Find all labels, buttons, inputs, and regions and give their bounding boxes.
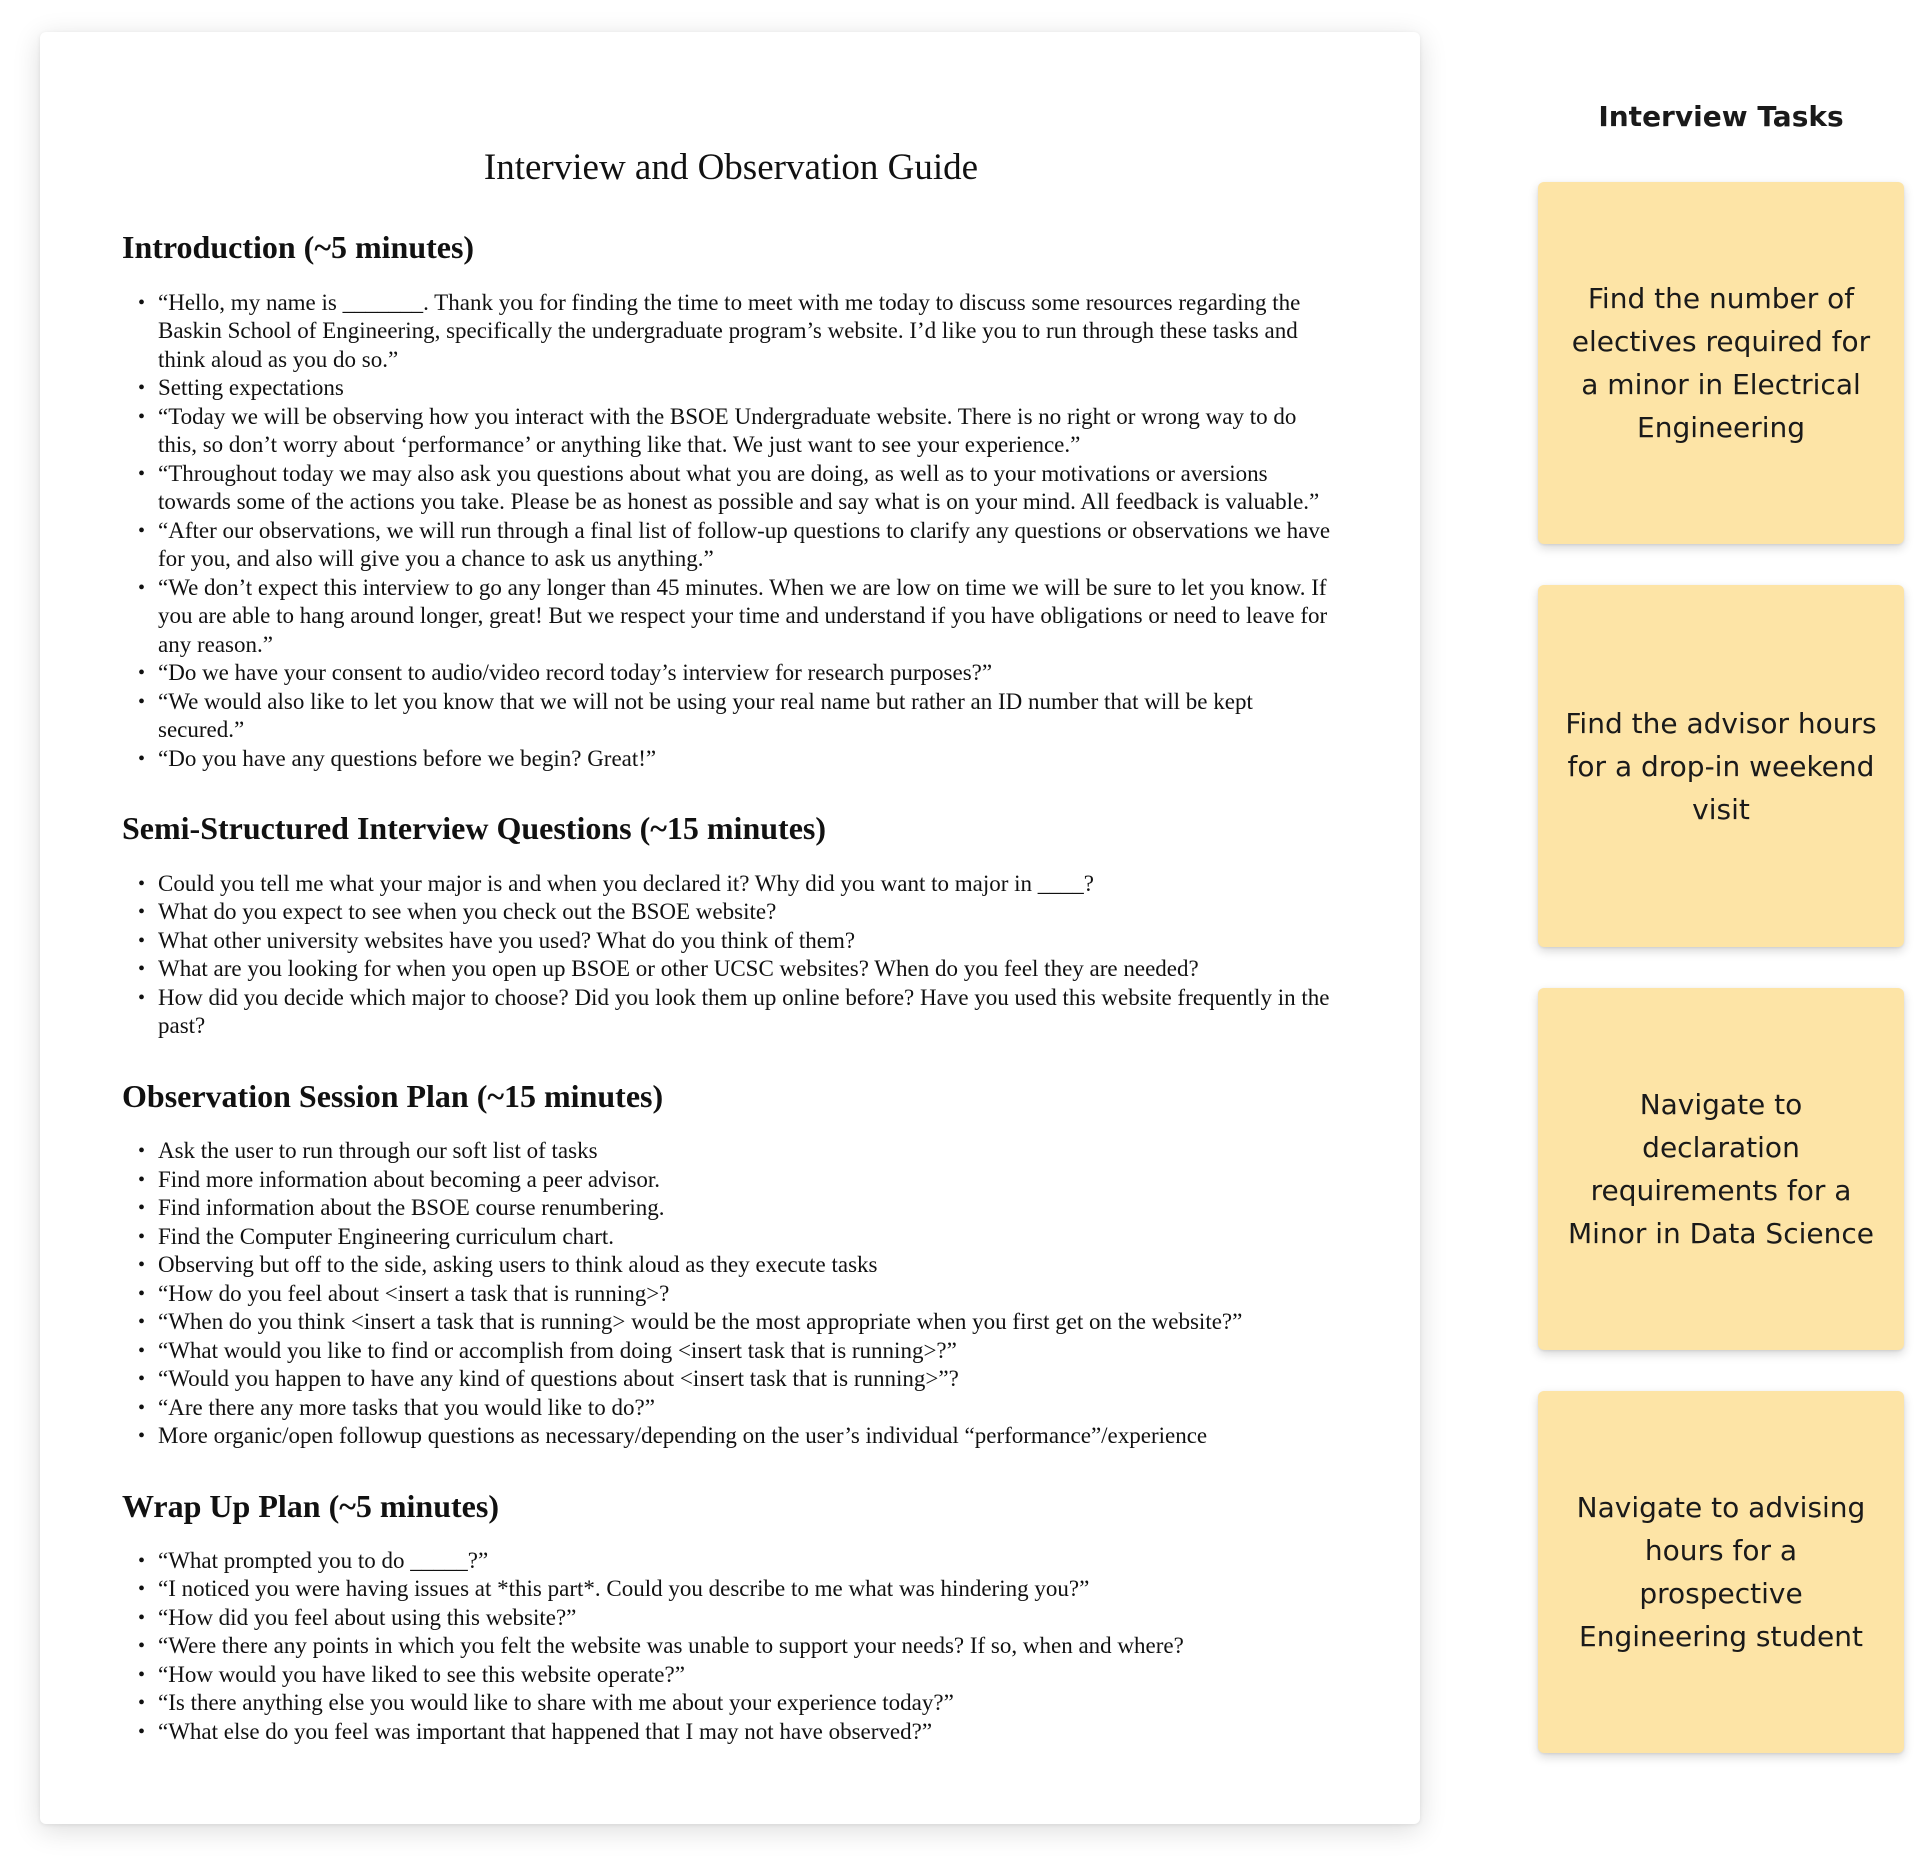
task-card-text: Navigate to advising hours for a prospective Engineering student — [1576, 1491, 1866, 1653]
list-item: • “After our observations, we will run through a final list of follow-up questions to clarify any questions or observations we have for you, and also will give you a chance to ask us anything.” — [122, 517, 1340, 574]
list-item: • “How did you feel about using this website?” — [122, 1604, 1340, 1633]
section-interview-questions — [122, 809, 1340, 1040]
task-card — [1538, 1391, 1904, 1753]
list-item: • “I noticed you were having issues at *this part*. Could you describe to me what was hindering you?” — [122, 1575, 1340, 1604]
section-introduction — [122, 228, 1340, 773]
bullet-list — [122, 870, 1340, 1041]
list-item: • “What else do you feel was important that happened that I may not have observed?” — [122, 1718, 1340, 1747]
list-item: • “Today we will be observing how you interact with the BSOE Undergraduate website. There is no right or wrong way to do this, so don’t worry about ‘performance’ or anything like that. We just want to see your experience.” — [122, 403, 1340, 460]
task-card — [1538, 585, 1904, 947]
list-item: • Ask the user to run through our soft list of tasks — [122, 1137, 1340, 1166]
list-item: • “What would you like to find or accomplish from doing <insert task that is running>?” — [122, 1337, 1340, 1366]
bullet-list — [122, 289, 1340, 774]
task-card — [1538, 182, 1904, 544]
list-item: • Find more information about becoming a peer advisor. — [122, 1166, 1340, 1195]
section-wrap-up — [122, 1487, 1340, 1747]
task-card-text: Find the number of electives required for a minor in Electrical Engineering — [1571, 282, 1871, 444]
task-card-text: Navigate to declaration requirements for a Minor in Data Science — [1568, 1088, 1874, 1250]
list-item: • “Are there any more tasks that you would like to do?” — [122, 1394, 1340, 1423]
list-item: • “Do you have any questions before we begin? Great!” — [122, 745, 1340, 774]
list-item: • “When do you think <insert a task that is running> would be the most appropriate when you first get on the website?” — [122, 1308, 1340, 1337]
list-item: • Find information about the BSOE course renumbering. — [122, 1194, 1340, 1223]
section-heading: Observation Session Plan (~15 minutes) — [122, 1077, 664, 1114]
section-heading: Introduction (~5 minutes) — [122, 229, 475, 266]
list-item: • “Hello, my name is _______. Thank you for finding the time to meet with me today to discuss some resources regarding the Baskin School of Engineering, specifically the undergraduate program’s website. I’d like you to run through these tasks and think aloud as you do so.” — [122, 289, 1340, 375]
list-item: • “How would you have liked to see this website operate?” — [122, 1661, 1340, 1690]
list-item: • Could you tell me what your major is and when you declared it? Why did you want to major in ____? — [122, 870, 1340, 899]
interview-tasks-title: Interview Tasks — [1598, 100, 1844, 133]
document-title: Interview and Observation Guide — [483, 147, 979, 188]
list-item: • “How do you feel about <insert a task that is running>? — [122, 1280, 1340, 1309]
list-item: • What are you looking for when you open up BSOE or other UCSC websites? When do you feel they are needed? — [122, 955, 1340, 984]
list-item: • “We don’t expect this interview to go any longer than 45 minutes. When we are low on time we will be sure to let you know. If you are able to hang around longer, great! But we respect your time and understand if you have obligations or need to leave for any reason.” — [122, 574, 1340, 660]
task-card-text: Find the advisor hours for a drop-in weekend visit — [1565, 706, 1877, 826]
list-item: • “We would also like to let you know that we will not be using your real name but rather an ID number that will be kept secured.” — [122, 688, 1340, 745]
bullet-list — [122, 1137, 1340, 1451]
section-heading: Wrap Up Plan (~5 minutes) — [122, 1487, 499, 1524]
list-item: • “What prompted you to do _____?” — [122, 1547, 1340, 1576]
list-item: • Observing but off to the side, asking users to think aloud as they execute tasks — [122, 1251, 1340, 1280]
list-item: • “Do we have your consent to audio/video record today’s interview for research purposes?” — [122, 659, 1340, 688]
section-observation-plan — [122, 1077, 1340, 1451]
list-item: • “Is there anything else you would like to share with me about your experience today?” — [122, 1689, 1340, 1718]
list-item: • “Would you happen to have any kind of questions about <insert task that is running>”? — [122, 1365, 1340, 1394]
list-item: • More organic/open followup questions as necessary/depending on the user’s individual “performance”/experience — [122, 1422, 1340, 1451]
list-item: • What other university websites have you used? What do you think of them? — [122, 927, 1340, 956]
list-item: • “Throughout today we may also ask you questions about what you are doing, as well as to your motivations or aversions towards some of the actions you take. Please be as honest as possible and say what is on your mind. All feedback is valuable.” — [122, 460, 1340, 517]
interview-guide-document — [40, 32, 1420, 1824]
task-card — [1538, 988, 1904, 1350]
section-heading: Semi-Structured Interview Questions (~15 minutes) — [122, 810, 826, 847]
bullet-list — [122, 1547, 1340, 1747]
list-item: • How did you decide which major to choose? Did you look them up online before? Have you used this website frequently in the past? — [122, 984, 1340, 1041]
list-item: • Find the Computer Engineering curriculum chart. — [122, 1223, 1340, 1252]
list-item: • What do you expect to see when you check out the BSOE website? — [122, 898, 1340, 927]
list-item: • Setting expectations — [122, 374, 1340, 403]
list-item: • “Were there any points in which you felt the website was unable to support your needs? If so, when and where? — [122, 1632, 1340, 1661]
